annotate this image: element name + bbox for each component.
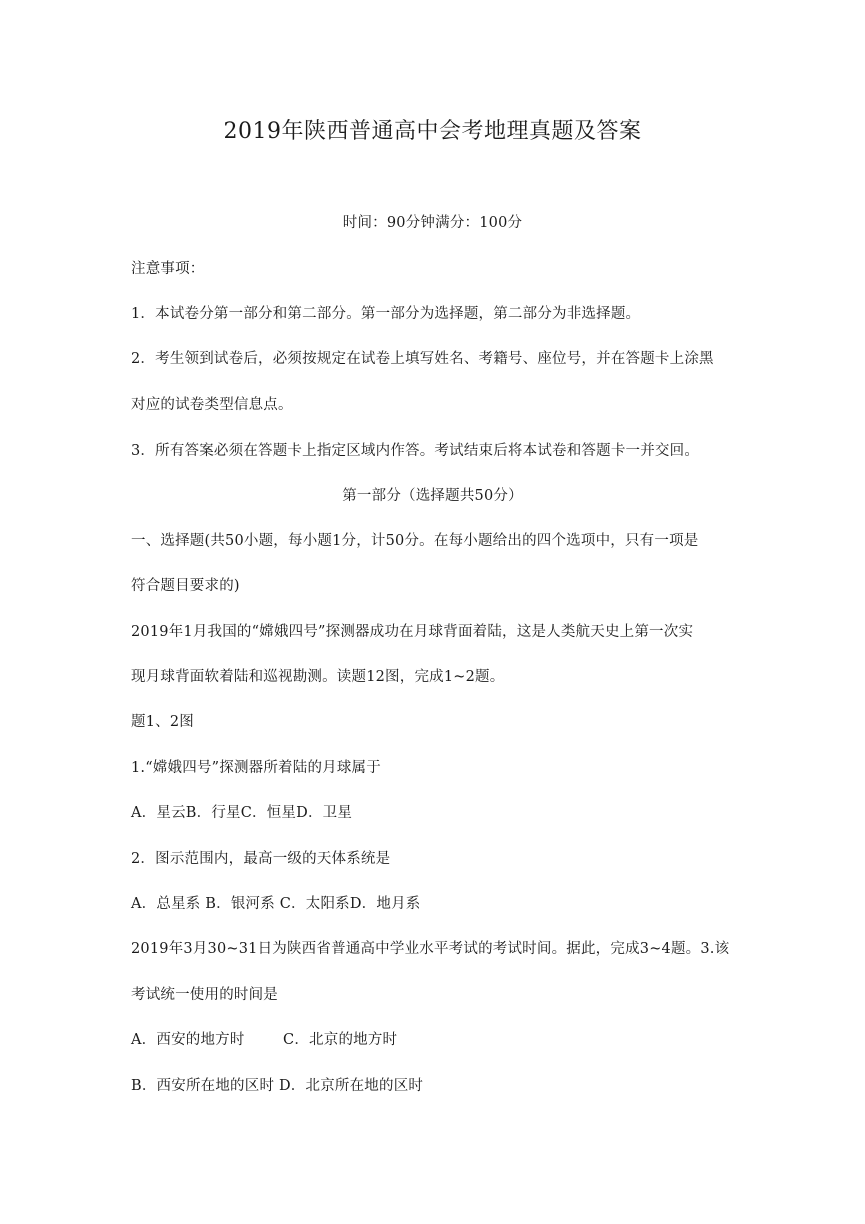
passage-2: 2019年3月30~31日为陕西省普通高中学业水平考试的考试时间。据此，完成3~4题。3.该 xyxy=(131,941,730,957)
part-one-heading: 第一部分（选择题共50分） xyxy=(342,488,523,504)
section-instructions-cont: 符合题目要求的) xyxy=(131,578,240,594)
question-2-options: A．总星系 B．银河系 C．太阳系D．地月系 xyxy=(131,896,421,912)
notice-item-3: 3．所有答案必须在答题卡上指定区域内作答。考试结束后将本试卷和答题卡一并交回。 xyxy=(131,443,700,459)
question-2: 2．图示范围内，最高一级的天体系统是 xyxy=(131,851,391,867)
exam-time-info: 时间：90分钟满分：100分 xyxy=(342,215,523,231)
document-title: 2019年陕西普通高中会考地理真题及答案 xyxy=(223,119,642,144)
notice-item-2-cont: 对应的试卷类型信息点。 xyxy=(131,397,293,413)
question-1: 1.“嫦娥四号”探测器所着陆的月球属于 xyxy=(131,760,381,776)
notice-item-2: 2．考生领到试卷后，必须按规定在试卷上填写姓名、考籍号、座位号，并在答题卡上涂黑 xyxy=(131,351,714,367)
passage-1: 2019年1月我国的“嫦娥四号”探测器成功在月球背面着陆，这是人类航天史上第一次实 xyxy=(131,624,694,640)
question-3-options-ac: A．西安的地方时 C．北京的地方时 xyxy=(131,1032,398,1048)
passage-1-cont: 现月球背面软着陆和巡视勘测。读题12图，完成1~2题。 xyxy=(131,669,505,685)
question-3-options-bd: B．西安所在地的区时 D．北京所在地的区时 xyxy=(131,1078,424,1094)
question-1-options: A．星云B．行星C．恒星D．卫星 xyxy=(131,805,353,821)
question-3-stem: 考试统一使用的时间是 xyxy=(131,987,278,1003)
section-instructions: 一、选择题(共50小题，每小题1分，计50分。在每小题给出的四个选项中，只有一项是 xyxy=(131,533,699,549)
notice-item-1: 1．本试卷分第一部分和第二部分。第一部分为选择题，第二部分为非选择题。 xyxy=(131,306,641,322)
notice-heading: 注意事项： xyxy=(131,261,205,277)
figure-caption: 题1、2图 xyxy=(131,714,194,730)
